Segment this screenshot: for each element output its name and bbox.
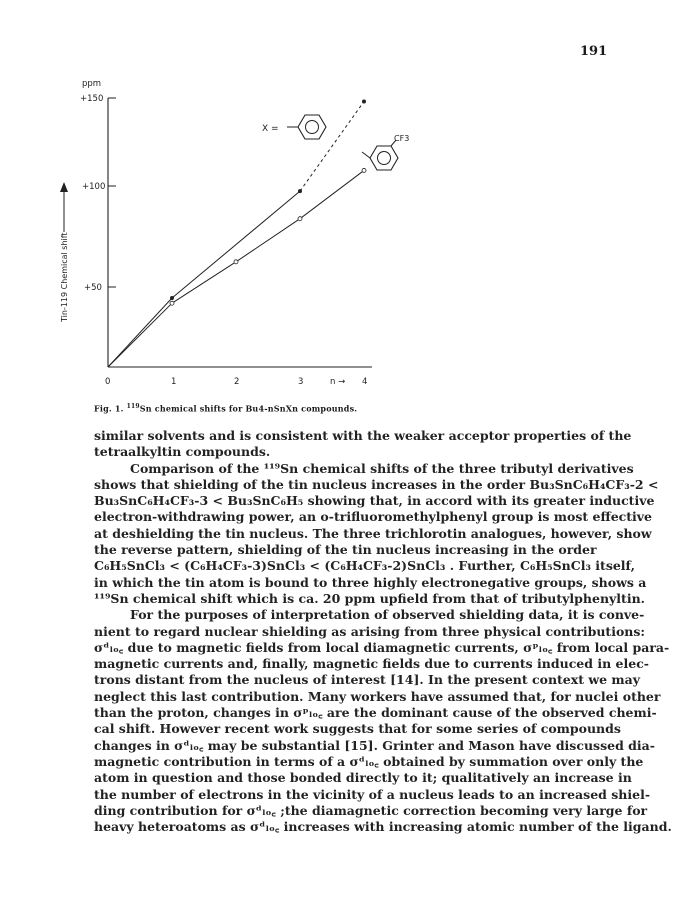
data-point xyxy=(362,99,366,103)
series-line-segment xyxy=(108,298,172,367)
text-line: at deshielding the tin nucleus. The three trichlorotin analogues, however, show xyxy=(94,525,652,541)
page-number: 191 xyxy=(580,44,608,59)
text-line: cal shift. However recent work suggests that for some series of compounds xyxy=(94,721,621,737)
text-line: in which the tin atom is bound to three highly electronegative groups, shows a xyxy=(94,574,647,590)
text-line: tetraalkyltin compounds. xyxy=(94,444,271,460)
cf3-label: CF3 xyxy=(394,134,410,143)
text-line: magnetic contribution in terms of a σᵈₗₒ꜀ obtained by summation over only the xyxy=(94,753,644,769)
y-tick-label: +100 xyxy=(82,182,106,192)
text-line: than the proton, changes in σᵖₗₒ꜀ are the dominant cause of the observed chemi- xyxy=(94,705,657,721)
data-point xyxy=(170,301,174,305)
data-point xyxy=(362,168,366,172)
y-axis-label: Tin-119 Chemical shift xyxy=(60,232,69,322)
text-line: trons distant from the nucleus of interest [14]. In the present context we may xyxy=(94,672,640,688)
text-line: electron-withdrawing power, an o-trifluoromethylphenyl group is most effective xyxy=(94,509,653,525)
substituent-label: X = xyxy=(262,124,279,134)
y-axis-arrow-head xyxy=(60,182,68,192)
series-line-segment xyxy=(172,191,300,298)
text-line: For the purposes of interpretation of observed shielding data, it is conve- xyxy=(130,607,645,623)
text-line: Comparison of the ¹¹⁹Sn chemical shifts of the three tributyl derivatives xyxy=(130,460,634,476)
phenyl-ring-icon xyxy=(298,115,326,139)
y-tick-label: +150 xyxy=(80,94,104,104)
text-line: σᵈₗₒ꜀ due to magnetic fields from local diamagnetic currents, σᵖₗₒ꜀ from local para- xyxy=(94,639,670,655)
text-line: similar solvents and is consistent with the weaker acceptor properties of the xyxy=(94,428,632,443)
caption-text: Sn chemical shifts for Bu4-nSnXn compounds. xyxy=(139,403,358,414)
data-point xyxy=(170,296,174,300)
series-line-segment xyxy=(108,303,172,367)
x-tick-label: 2 xyxy=(234,377,240,387)
text-line: shows that shielding of the tin nucleus increases in the order Bu₃SnC₆H₄CF₃-2 < xyxy=(94,476,659,492)
y-tick-label: +50 xyxy=(84,283,102,293)
x-tick-label: 0 xyxy=(105,377,111,387)
text-line: changes in σᵈₗₒ꜀ may be substantial [15]. Grinter and Mason have discussed dia- xyxy=(94,737,655,753)
text-line: the number of electrons in the vicinity of a nucleus leads to an increased shiel- xyxy=(94,786,651,802)
x-arrow-label: n → xyxy=(330,377,346,387)
y-unit: ppm xyxy=(82,79,102,89)
text-line: magnetic currents and, finally, magnetic fields due to currents induced in elec- xyxy=(94,656,649,672)
body-text xyxy=(94,428,672,835)
data-point xyxy=(298,217,302,221)
text-line: C₆H₅SnCl₃ < (C₆H₄CF₃-3)SnCl₃ < (C₆H₄CF₃-2)SnCl₃ . Further, C₆H₅SnCl₃ itself, xyxy=(94,558,636,574)
x-tick-label: 1 xyxy=(171,377,177,387)
figure-caption: Fig. 1. $^{119}$Sn chemical shifts for Bu4-nSnXn compounds. xyxy=(94,403,358,414)
series-line-segment xyxy=(172,262,236,303)
caption-prefix: Fig. 1. xyxy=(94,403,124,414)
cf3-phenyl-ring-icon xyxy=(370,146,398,170)
text-line: ¹¹⁹Sn chemical shift which is ca. 20 ppm upfield from that of tributylphenyltin. xyxy=(94,590,646,606)
text-line: heavy heteroatoms as σᵈₗₒ꜀ increases with increasing atomic number of the ligand. xyxy=(94,819,672,835)
text-line: nient to regard nuclear shielding as arising from three physical contributions: xyxy=(94,623,646,639)
text-line: neglect this last contribution. Many workers have assumed that, for nuclei other xyxy=(94,688,661,704)
series-line-segment xyxy=(236,219,300,262)
x-tick-label: 3 xyxy=(298,377,304,387)
x-tick-label: 4 xyxy=(362,377,368,387)
text-line: the reverse pattern, shielding of the tin nucleus increasing in the order xyxy=(94,542,597,558)
series-line-segment xyxy=(300,170,364,218)
text-line: atom in question and those bonded directly to it; qualitatively an increase in xyxy=(94,770,632,786)
text-line: Bu₃SnC₆H₄CF₃-3 < Bu₃SnC₆H₅ showing that, in accord with its greater inductive xyxy=(94,493,655,509)
data-point xyxy=(298,189,302,193)
text-line: ding contribution for σᵈₗₒ꜀ ;the diamagnetic correction becoming very large for xyxy=(94,802,648,818)
chemical-shift-chart xyxy=(0,0,680,420)
data-point xyxy=(234,260,238,264)
